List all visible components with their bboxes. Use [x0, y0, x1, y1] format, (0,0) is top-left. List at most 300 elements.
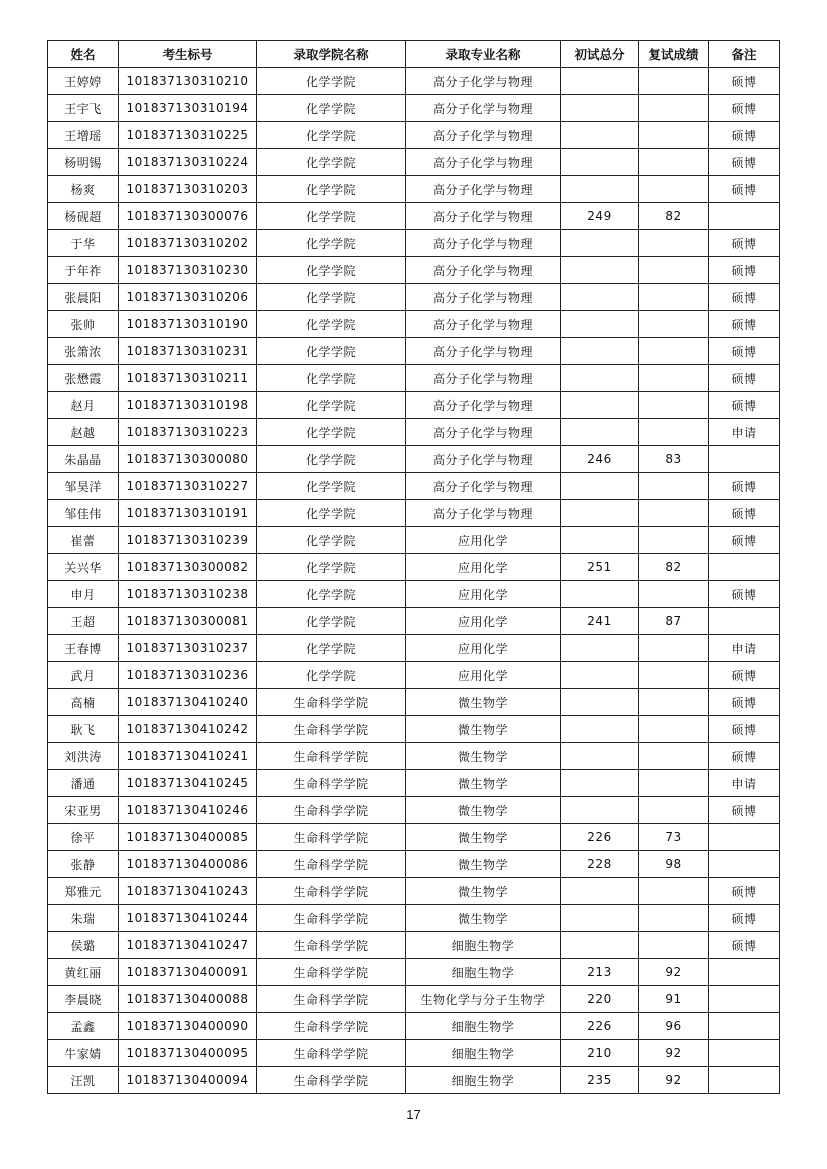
- table-row: [48, 284, 780, 311]
- cell-college: 化学学院: [257, 68, 406, 95]
- cell-note: [709, 203, 780, 230]
- cell-major: 高分子化学与物理: [406, 473, 561, 500]
- cell-note: 硕博: [709, 392, 780, 419]
- cell-name: 申月: [48, 581, 119, 608]
- cell-candidate-id: 101837130310238: [119, 581, 257, 608]
- cell-major: 高分子化学与物理: [406, 122, 561, 149]
- cell-major: 微生物学: [406, 797, 561, 824]
- cell-note: [709, 446, 780, 473]
- cell-name: 宋亚男: [48, 797, 119, 824]
- cell-college: 化学学院: [257, 257, 406, 284]
- cell-candidate-id: 101837130310210: [119, 68, 257, 95]
- cell-initial-score: 226: [561, 824, 639, 851]
- cell-name: 赵越: [48, 419, 119, 446]
- cell-retest-score: [639, 716, 709, 743]
- cell-college: 生命科学学院: [257, 932, 406, 959]
- cell-major: 微生物学: [406, 905, 561, 932]
- cell-initial-score: 220: [561, 986, 639, 1013]
- table-row: [48, 257, 780, 284]
- cell-major: 应用化学: [406, 527, 561, 554]
- cell-note: 硕博: [709, 311, 780, 338]
- cell-major: 细胞生物学: [406, 1067, 561, 1094]
- cell-note: 硕博: [709, 95, 780, 122]
- cell-major: 高分子化学与物理: [406, 311, 561, 338]
- cell-candidate-id: 101837130410243: [119, 878, 257, 905]
- cell-candidate-id: 101837130300081: [119, 608, 257, 635]
- cell-retest-score: [639, 743, 709, 770]
- cell-candidate-id: 101837130310237: [119, 635, 257, 662]
- cell-name: 王超: [48, 608, 119, 635]
- cell-note: 申请: [709, 635, 780, 662]
- cell-initial-score: [561, 500, 639, 527]
- cell-initial-score: [561, 770, 639, 797]
- cell-note: 硕博: [709, 473, 780, 500]
- cell-note: 硕博: [709, 500, 780, 527]
- cell-name: 侯璐: [48, 932, 119, 959]
- cell-candidate-id: 101837130310202: [119, 230, 257, 257]
- cell-note: 硕博: [709, 878, 780, 905]
- cell-candidate-id: 101837130310225: [119, 122, 257, 149]
- cell-major: 细胞生物学: [406, 932, 561, 959]
- cell-retest-score: 83: [639, 446, 709, 473]
- table-row: [48, 311, 780, 338]
- table-row: [48, 473, 780, 500]
- cell-note: 申请: [709, 770, 780, 797]
- cell-college: 生命科学学院: [257, 959, 406, 986]
- table-row: [48, 959, 780, 986]
- cell-major: 高分子化学与物理: [406, 203, 561, 230]
- cell-retest-score: 87: [639, 608, 709, 635]
- table-row: [48, 446, 780, 473]
- cell-college: 生命科学学院: [257, 824, 406, 851]
- table-row: [48, 95, 780, 122]
- table-row: [48, 932, 780, 959]
- cell-candidate-id: 101837130310236: [119, 662, 257, 689]
- cell-note: 硕博: [709, 257, 780, 284]
- cell-name: 孟鑫: [48, 1013, 119, 1040]
- header-major: 录取专业名称: [406, 41, 561, 68]
- cell-college: 化学学院: [257, 419, 406, 446]
- header-candidate-id: 考生标号: [119, 41, 257, 68]
- cell-major: 微生物学: [406, 770, 561, 797]
- cell-initial-score: [561, 527, 639, 554]
- cell-note: 硕博: [709, 905, 780, 932]
- cell-college: 化学学院: [257, 662, 406, 689]
- cell-retest-score: 73: [639, 824, 709, 851]
- cell-note: 硕博: [709, 68, 780, 95]
- cell-candidate-id: 101837130410241: [119, 743, 257, 770]
- cell-candidate-id: 101837130400085: [119, 824, 257, 851]
- cell-initial-score: 210: [561, 1040, 639, 1067]
- cell-note: 硕博: [709, 716, 780, 743]
- cell-retest-score: [639, 581, 709, 608]
- cell-initial-score: [561, 95, 639, 122]
- cell-major: 微生物学: [406, 824, 561, 851]
- cell-initial-score: [561, 689, 639, 716]
- cell-college: 生命科学学院: [257, 986, 406, 1013]
- cell-college: 化学学院: [257, 176, 406, 203]
- cell-candidate-id: 101837130400088: [119, 986, 257, 1013]
- cell-retest-score: [639, 68, 709, 95]
- cell-candidate-id: 101837130400086: [119, 851, 257, 878]
- cell-college: 化学学院: [257, 500, 406, 527]
- cell-college: 化学学院: [257, 608, 406, 635]
- cell-name: 耿飞: [48, 716, 119, 743]
- cell-note: [709, 1067, 780, 1094]
- cell-initial-score: [561, 392, 639, 419]
- cell-candidate-id: 101837130310198: [119, 392, 257, 419]
- cell-retest-score: [639, 149, 709, 176]
- cell-college: 化学学院: [257, 311, 406, 338]
- header-note: 备注: [709, 41, 780, 68]
- cell-name: 朱晶晶: [48, 446, 119, 473]
- cell-note: 硕博: [709, 230, 780, 257]
- table-row: [48, 554, 780, 581]
- cell-candidate-id: 101837130400094: [119, 1067, 257, 1094]
- cell-initial-score: [561, 230, 639, 257]
- header-row: [48, 41, 780, 68]
- cell-candidate-id: 101837130410242: [119, 716, 257, 743]
- cell-retest-score: [639, 932, 709, 959]
- table-row: [48, 338, 780, 365]
- cell-initial-score: [561, 122, 639, 149]
- cell-name: 牛家婧: [48, 1040, 119, 1067]
- cell-initial-score: [561, 419, 639, 446]
- cell-note: 申请: [709, 419, 780, 446]
- cell-name: 王春博: [48, 635, 119, 662]
- cell-initial-score: 228: [561, 851, 639, 878]
- table-row: [48, 500, 780, 527]
- cell-note: 硕博: [709, 743, 780, 770]
- cell-candidate-id: 101837130310223: [119, 419, 257, 446]
- cell-candidate-id: 101837130410247: [119, 932, 257, 959]
- cell-initial-score: [561, 797, 639, 824]
- cell-major: 微生物学: [406, 743, 561, 770]
- cell-major: 应用化学: [406, 581, 561, 608]
- cell-major: 应用化学: [406, 554, 561, 581]
- cell-college: 生命科学学院: [257, 1067, 406, 1094]
- cell-major: 微生物学: [406, 851, 561, 878]
- cell-retest-score: [639, 662, 709, 689]
- cell-note: [709, 1040, 780, 1067]
- cell-name: 张箫浓: [48, 338, 119, 365]
- cell-initial-score: [561, 284, 639, 311]
- cell-candidate-id: 101837130400091: [119, 959, 257, 986]
- cell-note: [709, 986, 780, 1013]
- cell-major: 应用化学: [406, 608, 561, 635]
- cell-name: 于华: [48, 230, 119, 257]
- cell-college: 化学学院: [257, 203, 406, 230]
- cell-note: [709, 851, 780, 878]
- table-row: [48, 419, 780, 446]
- table-row: [48, 176, 780, 203]
- cell-major: 高分子化学与物理: [406, 419, 561, 446]
- cell-college: 化学学院: [257, 338, 406, 365]
- cell-candidate-id: 101837130410246: [119, 797, 257, 824]
- cell-initial-score: 213: [561, 959, 639, 986]
- cell-initial-score: [561, 635, 639, 662]
- table-row: [48, 122, 780, 149]
- cell-college: 化学学院: [257, 95, 406, 122]
- cell-major: 微生物学: [406, 878, 561, 905]
- cell-initial-score: 251: [561, 554, 639, 581]
- cell-college: 生命科学学院: [257, 851, 406, 878]
- cell-major: 高分子化学与物理: [406, 446, 561, 473]
- cell-name: 汪凯: [48, 1067, 119, 1094]
- cell-candidate-id: 101837130310231: [119, 338, 257, 365]
- cell-name: 杨爽: [48, 176, 119, 203]
- header-retest-score: 复试成绩: [639, 41, 709, 68]
- cell-initial-score: [561, 716, 639, 743]
- table-row: [48, 689, 780, 716]
- cell-college: 生命科学学院: [257, 905, 406, 932]
- table-row: [48, 986, 780, 1013]
- header-college: 录取学院名称: [257, 41, 406, 68]
- table-row: [48, 149, 780, 176]
- table-row: [48, 581, 780, 608]
- admission-table: [47, 40, 780, 1094]
- cell-initial-score: 249: [561, 203, 639, 230]
- cell-major: 应用化学: [406, 662, 561, 689]
- cell-candidate-id: 101837130310203: [119, 176, 257, 203]
- table-row: [48, 527, 780, 554]
- cell-college: 生命科学学院: [257, 716, 406, 743]
- cell-retest-score: [639, 500, 709, 527]
- cell-candidate-id: 101837130400090: [119, 1013, 257, 1040]
- cell-note: [709, 608, 780, 635]
- cell-name: 王婷婷: [48, 68, 119, 95]
- table-row: [48, 797, 780, 824]
- table-row: [48, 716, 780, 743]
- cell-retest-score: 91: [639, 986, 709, 1013]
- cell-retest-score: [639, 230, 709, 257]
- header-name: 姓名: [48, 41, 119, 68]
- cell-name: 王宇飞: [48, 95, 119, 122]
- cell-retest-score: [639, 392, 709, 419]
- table-row: [48, 743, 780, 770]
- table-row: [48, 230, 780, 257]
- cell-college: 化学学院: [257, 230, 406, 257]
- cell-major: 高分子化学与物理: [406, 230, 561, 257]
- cell-initial-score: [561, 743, 639, 770]
- cell-college: 生命科学学院: [257, 743, 406, 770]
- cell-retest-score: [639, 311, 709, 338]
- cell-initial-score: [561, 878, 639, 905]
- cell-note: 硕博: [709, 932, 780, 959]
- cell-name: 王增瑶: [48, 122, 119, 149]
- table-row: [48, 878, 780, 905]
- cell-major: 微生物学: [406, 689, 561, 716]
- cell-major: 高分子化学与物理: [406, 149, 561, 176]
- cell-initial-score: 246: [561, 446, 639, 473]
- cell-major: 细胞生物学: [406, 959, 561, 986]
- cell-college: 化学学院: [257, 581, 406, 608]
- cell-initial-score: [561, 473, 639, 500]
- cell-initial-score: [561, 149, 639, 176]
- cell-name: 邹昊洋: [48, 473, 119, 500]
- cell-retest-score: 92: [639, 1040, 709, 1067]
- cell-name: 武月: [48, 662, 119, 689]
- cell-name: 邹佳伟: [48, 500, 119, 527]
- cell-initial-score: [561, 338, 639, 365]
- cell-name: 高楠: [48, 689, 119, 716]
- cell-initial-score: 241: [561, 608, 639, 635]
- cell-retest-score: [639, 419, 709, 446]
- table-row: [48, 905, 780, 932]
- cell-name: 关兴华: [48, 554, 119, 581]
- cell-note: 硕博: [709, 662, 780, 689]
- cell-major: 微生物学: [406, 716, 561, 743]
- cell-name: 于年祚: [48, 257, 119, 284]
- cell-major: 高分子化学与物理: [406, 392, 561, 419]
- cell-note: 硕博: [709, 149, 780, 176]
- cell-candidate-id: 101837130300082: [119, 554, 257, 581]
- cell-retest-score: [639, 689, 709, 716]
- cell-college: 化学学院: [257, 554, 406, 581]
- cell-retest-score: 92: [639, 959, 709, 986]
- cell-initial-score: [561, 176, 639, 203]
- table-row: [48, 1013, 780, 1040]
- cell-name: 杨明锡: [48, 149, 119, 176]
- cell-candidate-id: 101837130310224: [119, 149, 257, 176]
- table-row: [48, 851, 780, 878]
- cell-retest-score: 82: [639, 203, 709, 230]
- cell-name: 黄红丽: [48, 959, 119, 986]
- table-row: [48, 392, 780, 419]
- cell-college: 生命科学学院: [257, 797, 406, 824]
- cell-candidate-id: 101837130410240: [119, 689, 257, 716]
- cell-candidate-id: 101837130310227: [119, 473, 257, 500]
- cell-candidate-id: 101837130310190: [119, 311, 257, 338]
- cell-major: 高分子化学与物理: [406, 257, 561, 284]
- cell-retest-score: [639, 797, 709, 824]
- cell-major: 应用化学: [406, 635, 561, 662]
- cell-retest-score: [639, 257, 709, 284]
- cell-note: 硕博: [709, 689, 780, 716]
- cell-initial-score: [561, 932, 639, 959]
- cell-name: 潘通: [48, 770, 119, 797]
- cell-note: [709, 554, 780, 581]
- cell-note: 硕博: [709, 797, 780, 824]
- cell-retest-score: [639, 473, 709, 500]
- cell-major: 高分子化学与物理: [406, 95, 561, 122]
- cell-retest-score: [639, 338, 709, 365]
- cell-candidate-id: 101837130310206: [119, 284, 257, 311]
- cell-retest-score: [639, 770, 709, 797]
- cell-name: 李晨晓: [48, 986, 119, 1013]
- cell-college: 生命科学学院: [257, 689, 406, 716]
- table-row: [48, 608, 780, 635]
- cell-note: 硕博: [709, 284, 780, 311]
- cell-retest-score: 82: [639, 554, 709, 581]
- cell-retest-score: 98: [639, 851, 709, 878]
- cell-name: 赵月: [48, 392, 119, 419]
- cell-major: 细胞生物学: [406, 1040, 561, 1067]
- table-row: [48, 770, 780, 797]
- cell-retest-score: [639, 95, 709, 122]
- cell-college: 化学学院: [257, 635, 406, 662]
- table-row: [48, 1040, 780, 1067]
- cell-retest-score: [639, 365, 709, 392]
- cell-major: 高分子化学与物理: [406, 284, 561, 311]
- cell-candidate-id: 101837130400095: [119, 1040, 257, 1067]
- cell-candidate-id: 101837130310194: [119, 95, 257, 122]
- cell-note: 硕博: [709, 581, 780, 608]
- cell-initial-score: [561, 68, 639, 95]
- cell-candidate-id: 101837130300080: [119, 446, 257, 473]
- table-row: [48, 635, 780, 662]
- cell-major: 细胞生物学: [406, 1013, 561, 1040]
- cell-initial-score: 235: [561, 1067, 639, 1094]
- cell-major: 高分子化学与物理: [406, 68, 561, 95]
- cell-note: 硕博: [709, 176, 780, 203]
- cell-college: 生命科学学院: [257, 1040, 406, 1067]
- cell-college: 化学学院: [257, 473, 406, 500]
- cell-name: 张晨阳: [48, 284, 119, 311]
- cell-note: 硕博: [709, 527, 780, 554]
- cell-initial-score: 226: [561, 1013, 639, 1040]
- cell-note: [709, 1013, 780, 1040]
- cell-note: [709, 824, 780, 851]
- cell-candidate-id: 101837130310239: [119, 527, 257, 554]
- cell-retest-score: 96: [639, 1013, 709, 1040]
- cell-college: 化学学院: [257, 122, 406, 149]
- cell-major: 高分子化学与物理: [406, 338, 561, 365]
- cell-note: 硕博: [709, 365, 780, 392]
- cell-candidate-id: 101837130410244: [119, 905, 257, 932]
- header-initial-score: 初试总分: [561, 41, 639, 68]
- cell-initial-score: [561, 581, 639, 608]
- cell-major: 高分子化学与物理: [406, 500, 561, 527]
- cell-candidate-id: 101837130310230: [119, 257, 257, 284]
- cell-name: 杨砚超: [48, 203, 119, 230]
- cell-name: 郑雅元: [48, 878, 119, 905]
- cell-retest-score: [639, 284, 709, 311]
- table-row: [48, 1067, 780, 1094]
- cell-name: 崔蕾: [48, 527, 119, 554]
- cell-candidate-id: 101837130310191: [119, 500, 257, 527]
- cell-college: 化学学院: [257, 149, 406, 176]
- cell-initial-score: [561, 905, 639, 932]
- table-row: [48, 824, 780, 851]
- table-row: [48, 68, 780, 95]
- cell-major: 高分子化学与物理: [406, 176, 561, 203]
- cell-major: 高分子化学与物理: [406, 365, 561, 392]
- cell-candidate-id: 101837130300076: [119, 203, 257, 230]
- table-body: [48, 68, 780, 1094]
- cell-retest-score: 92: [639, 1067, 709, 1094]
- cell-initial-score: [561, 662, 639, 689]
- cell-initial-score: [561, 365, 639, 392]
- cell-name: 张懋霞: [48, 365, 119, 392]
- cell-retest-score: [639, 122, 709, 149]
- cell-candidate-id: 101837130410245: [119, 770, 257, 797]
- cell-college: 生命科学学院: [257, 878, 406, 905]
- cell-major: 生物化学与分子生物学: [406, 986, 561, 1013]
- cell-name: 张帅: [48, 311, 119, 338]
- cell-candidate-id: 101837130310211: [119, 365, 257, 392]
- cell-college: 化学学院: [257, 284, 406, 311]
- cell-retest-score: [639, 176, 709, 203]
- cell-note: [709, 959, 780, 986]
- table-row: [48, 365, 780, 392]
- cell-retest-score: [639, 878, 709, 905]
- cell-note: 硕博: [709, 338, 780, 365]
- cell-retest-score: [639, 905, 709, 932]
- cell-initial-score: [561, 311, 639, 338]
- cell-note: 硕博: [709, 122, 780, 149]
- cell-initial-score: [561, 257, 639, 284]
